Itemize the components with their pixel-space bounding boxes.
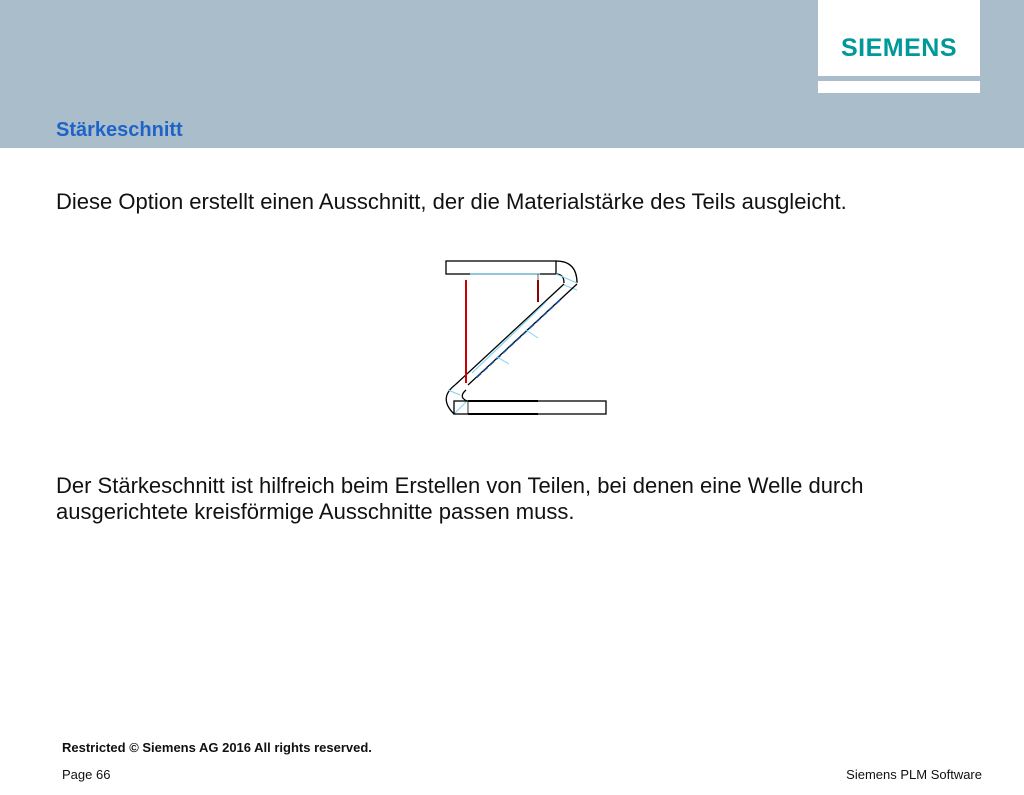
cut-lines — [466, 274, 538, 383]
footer-company: Siemens PLM Software — [846, 767, 982, 782]
top-bend — [556, 261, 577, 290]
sheet-metal-figure — [430, 250, 620, 430]
footer-page-number: Page 66 — [62, 767, 111, 782]
footer-copyright: Restricted © Siemens AG 2016 All rights reserved. — [62, 740, 372, 755]
section-title: Stärkeschnitt — [56, 119, 183, 141]
siemens-logo — [818, 0, 980, 76]
bottom-flange — [454, 401, 606, 414]
logo-strip — [818, 81, 980, 93]
paragraph-usage: Der Stärkeschnitt ist hilfreich beim Erstellen von Teilen, bei denen eine Welle durch ausgerichtete kreisförmige Ausschnitte passen muss. — [56, 473, 864, 524]
bottom-bend — [446, 385, 467, 414]
top-flange — [446, 261, 556, 274]
diagonal-web — [455, 284, 577, 385]
paragraph-intro: Diese Option erstellt einen Ausschnitt, der die Materialstärke des Teils ausgleicht. — [56, 189, 847, 214]
logo-text: SIEMENS — [840, 34, 958, 62]
